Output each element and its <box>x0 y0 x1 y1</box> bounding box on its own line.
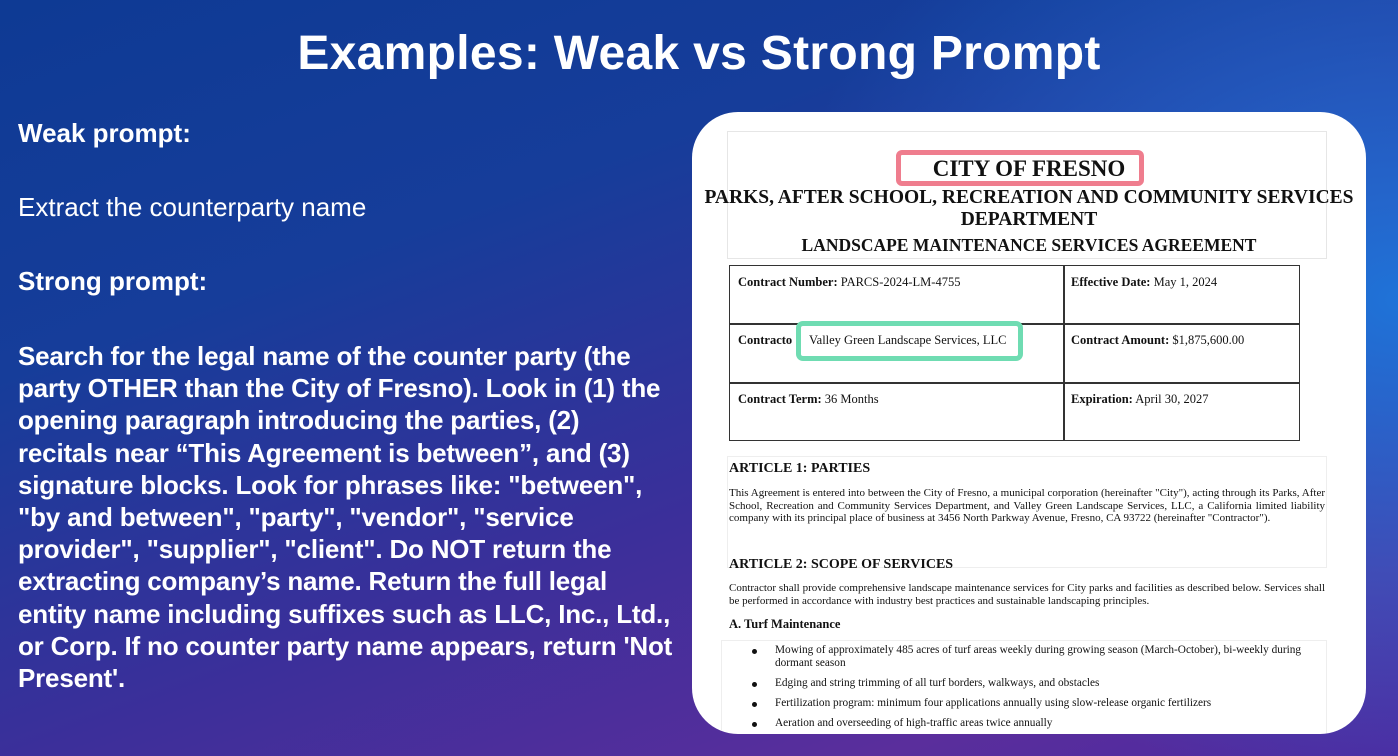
bullet-dot <box>752 649 757 654</box>
contract-amount-value: $1,875,600.00 <box>1172 333 1245 347</box>
bullet-dot <box>752 702 757 707</box>
contract-number-label: Contract Number: <box>738 275 838 289</box>
list-item: Mowing of approximately 485 acres of turf areas weekly during growing season (March-October), bi-weekly during dormant season <box>775 644 1302 669</box>
article1-text: This Agreement is entered into between the City of Fresno, a municipal corporation (hereinafter "City"), acting through its Parks, After School, Recreation and Community Services Department, and Valley Green Landscape Services, LLC, a California limited liability company with its principal place of business at 3456 North Parkway Avenue, Fresno, CA 93722 (hereinafter "Contractor"). <box>729 487 1325 525</box>
bullet-dot <box>752 682 757 687</box>
contractor-cell <box>738 333 792 348</box>
contractor-label: Contracto <box>738 333 793 347</box>
contract-term-value: 36 Months <box>824 392 879 406</box>
list-item: Fertilization program: minimum four applications annually using slow-release organic fertilizers <box>775 697 1212 709</box>
contractor-value: Valley Green Landscape Services, LLC <box>809 333 1007 347</box>
bullet-dot <box>752 722 757 727</box>
contract-number-cell <box>738 275 960 290</box>
list-item: Edging and string trimming of all turf borders, walkways, and obstacles <box>775 677 1100 689</box>
article2-heading: ARTICLE 2: SCOPE OF SERVICES <box>729 557 954 572</box>
document-department: PARKS, AFTER SCHOOL, RECREATION AND COMMUNITY SERVICES DEPARTMENT <box>704 187 1354 230</box>
article1-heading: ARTICLE 1: PARTIES <box>729 461 871 476</box>
contract-amount-cell <box>1071 333 1244 348</box>
slide-title: Examples: Weak vs Strong Prompt <box>297 27 1101 80</box>
expiration-value: April 30, 2027 <box>1135 392 1209 406</box>
weak-prompt-heading: Weak prompt: <box>18 118 191 148</box>
section-a-heading: A. Turf Maintenance <box>729 617 841 631</box>
expiration-cell <box>1071 392 1209 407</box>
document-city: CITY OF FRESNO <box>932 156 1126 181</box>
strong-prompt-text: Search for the legal name of the counter party (the party OTHER than the City of Fresno). Look in (1) the opening paragraph introducing the parties, (2) recitals near “This Agreement is between”, and (3) signature blocks. Look for phrases like: "between", "by and between", "party", "vendor", "service provider", "supplier", "client". Do NOT return the extracting company’s name. Return the full legal entity name including suffixes such as LLC, Inc., Ltd., or Corp. If no counter party name appears, return 'Not Present'. <box>18 341 673 694</box>
expiration-label: Expiration: <box>1071 392 1133 406</box>
document-agreement-title: LANDSCAPE MAINTENANCE SERVICES AGREEMENT <box>801 235 1257 255</box>
contract-document <box>692 112 1366 734</box>
effective-date-label: Effective Date: <box>1071 275 1151 289</box>
effective-date-cell <box>1071 275 1217 290</box>
effective-date-value: May 1, 2024 <box>1153 275 1218 289</box>
list-item: Aeration and overseeding of high-traffic areas twice annually <box>775 717 1053 729</box>
contract-term-cell <box>738 392 879 407</box>
contract-number-value: PARCS-2024-LM-4755 <box>840 275 961 289</box>
table-divider <box>1063 266 1065 440</box>
table-divider <box>730 382 1299 384</box>
contract-document-card <box>692 112 1366 734</box>
contract-term-label: Contract Term: <box>738 392 822 406</box>
strong-prompt-heading: Strong prompt: <box>18 266 208 296</box>
weak-prompt-text: Extract the counterparty name <box>18 192 367 222</box>
contract-amount-label: Contract Amount: <box>1071 333 1170 347</box>
article2-text: Contractor shall provide comprehensive landscape maintenance services for City parks and facilities as described below. Services shall be performed in accordance with industry best practices and sustainable landscaping principles. <box>729 582 1325 607</box>
